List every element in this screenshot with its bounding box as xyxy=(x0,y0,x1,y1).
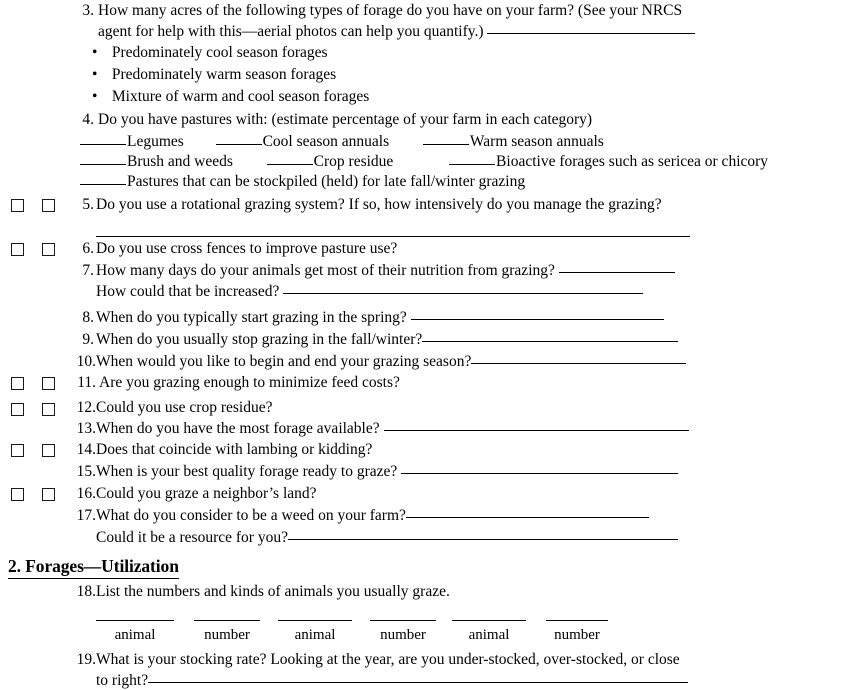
question-19-line2 xyxy=(96,672,688,690)
answer-line-7b[interactable] xyxy=(283,293,643,294)
question-18-text: List the numbers and kinds of animals you usually graze. xyxy=(96,583,450,600)
question-number-4: 4. xyxy=(82,111,94,128)
question-number-15: 15. xyxy=(76,463,96,480)
question-number-13: 13. xyxy=(76,420,96,437)
question-9-text xyxy=(96,331,678,349)
question-3-line2 xyxy=(98,23,695,41)
question-17-label: What do you consider to be a weed on your farm? xyxy=(96,507,406,524)
question-number-14: 14. xyxy=(76,441,96,458)
checkbox-q12-b[interactable] xyxy=(42,403,55,416)
checkbox-q5-b[interactable] xyxy=(42,199,55,212)
bullet-icon: • xyxy=(92,44,98,61)
question-11-text: Are you grazing enough to minimize feed costs? xyxy=(99,374,400,391)
bullet-item-2 xyxy=(92,66,336,84)
answer-line-10[interactable] xyxy=(471,363,686,364)
answer-line-19[interactable] xyxy=(148,682,688,683)
bullet-item-1 xyxy=(92,44,328,62)
question-7-text xyxy=(96,262,675,280)
question-number-5: 5. xyxy=(82,196,94,213)
number-blank-2[interactable] xyxy=(370,620,436,621)
answer-line-8[interactable] xyxy=(411,319,664,320)
question-3-line2-text: agent for help with this—aerial photos can help you quantify.) xyxy=(98,23,484,40)
question-8-label: When do you typically start grazing in the spring? xyxy=(96,309,407,326)
question-4-blanks-row2 xyxy=(80,153,768,171)
question-number-16: 16. xyxy=(76,485,96,502)
blank-legumes[interactable] xyxy=(80,144,126,145)
question-9-label: When do you usually stop grazing in the fall/winter? xyxy=(96,331,423,348)
question-6-text: Do you use cross fences to improve pasture use? xyxy=(96,240,398,257)
bullet-icon: • xyxy=(92,66,98,83)
question-17-text2 xyxy=(96,529,678,547)
label-crop-residue: Crop residue xyxy=(313,153,394,170)
checkbox-q14-b[interactable] xyxy=(42,444,55,457)
checkbox-q14-a[interactable] xyxy=(11,444,24,457)
question-number-10: 10. xyxy=(76,353,96,370)
answer-line-3[interactable] xyxy=(487,33,695,34)
question-7-text2 xyxy=(96,283,643,301)
question-3-line1: How many acres of the following types of forage do you have on your farm? (See your NRCS xyxy=(98,2,683,19)
blank-bioactive-forages[interactable] xyxy=(449,164,495,165)
question-number-11: 11. xyxy=(77,374,96,391)
question-7-label2: How could that be increased? xyxy=(96,283,280,300)
question-13-text xyxy=(96,420,689,438)
blank-stockpiled-pastures[interactable] xyxy=(80,184,126,185)
answer-line-13[interactable] xyxy=(384,430,689,431)
question-number-18: 18. xyxy=(76,583,96,600)
checkbox-q16-a[interactable] xyxy=(11,488,24,501)
question-7-label: How many days do your animals get most of their nutrition from grazing? xyxy=(96,262,555,279)
answer-line-5[interactable] xyxy=(96,236,690,237)
checkbox-q6-a[interactable] xyxy=(11,243,24,256)
question-10-text xyxy=(96,353,686,371)
bullet-icon: • xyxy=(92,88,98,105)
answer-line-17[interactable] xyxy=(406,517,649,518)
blank-brush-and-weeds[interactable] xyxy=(80,164,126,165)
bullet-1-label: Predominately cool season forages xyxy=(111,44,328,61)
answer-line-17b[interactable] xyxy=(288,539,678,540)
table-label-number-1: number xyxy=(204,627,250,643)
question-number-3: 3. xyxy=(82,2,94,19)
question-17-text xyxy=(96,507,649,525)
question-17-label2: Could it be a resource for you? xyxy=(96,529,288,546)
table-label-animal-1: animal xyxy=(114,627,156,643)
blank-cool-season-annuals[interactable] xyxy=(216,144,262,145)
label-cool-season-annuals: Cool season annuals xyxy=(262,133,390,150)
label-bioactive-forages: Bioactive forages such as sericea or chicory xyxy=(496,153,769,170)
checkbox-q12-a[interactable] xyxy=(11,403,24,416)
question-10-label: When would you like to begin and end your grazing season? xyxy=(96,353,472,370)
checkbox-q11-a[interactable] xyxy=(11,377,24,390)
label-legumes: Legumes xyxy=(127,133,184,150)
label-stockpiled-pastures: Pastures that can be stockpiled (held) for late fall/winter grazing xyxy=(127,173,526,190)
answer-line-15[interactable] xyxy=(401,473,678,474)
question-number-19: 19. xyxy=(76,651,96,668)
checkbox-q6-b[interactable] xyxy=(42,243,55,256)
blank-crop-residue[interactable] xyxy=(267,164,313,165)
question-4-blanks-row3 xyxy=(80,173,525,191)
question-number-12: 12. xyxy=(76,399,96,416)
number-blank-3[interactable] xyxy=(546,620,608,621)
section-heading: 2. Forages—Utilization xyxy=(8,556,179,579)
label-warm-season-annuals: Warm season annuals xyxy=(469,133,604,150)
table-label-animal-2: animal xyxy=(294,627,336,643)
animal-blank-3[interactable] xyxy=(452,620,526,621)
question-number-7: 7. xyxy=(82,262,94,279)
question-8-text xyxy=(96,309,664,327)
question-15-text xyxy=(96,463,678,481)
table-label-number-2: number xyxy=(380,627,426,643)
animal-blank-2[interactable] xyxy=(278,620,352,621)
bullet-2-label: Predominately warm season forages xyxy=(111,66,337,83)
table-label-number-3: number xyxy=(554,627,600,643)
answer-line-7[interactable] xyxy=(559,272,675,273)
answer-line-9[interactable] xyxy=(422,341,678,342)
question-4-blanks-row1 xyxy=(80,133,604,151)
question-5-text: Do you use a rotational grazing system? If so, how intensively do you manage the grazing? xyxy=(96,196,662,213)
blank-warm-season-annuals[interactable] xyxy=(423,144,469,145)
label-brush-and-weeds: Brush and weeds xyxy=(127,153,233,170)
checkbox-q5-a[interactable] xyxy=(11,199,24,212)
question-15-label: When is your best quality forage ready to graze? xyxy=(96,463,398,480)
question-number-17: 17. xyxy=(76,507,96,524)
question-4-line1: Do you have pastures with: (estimate percentage of your farm in each category) xyxy=(98,111,593,128)
checkbox-q16-b[interactable] xyxy=(42,488,55,501)
number-blank-1[interactable] xyxy=(194,620,260,621)
question-number-6: 6. xyxy=(82,240,94,257)
animal-blank-1[interactable] xyxy=(96,620,174,621)
question-14-text: Does that coincide with lambing or kidding? xyxy=(96,441,373,458)
question-number-8: 8. xyxy=(82,309,94,326)
table-label-animal-3: animal xyxy=(468,627,510,643)
question-19-line1: What is your stocking rate? Looking at the year, are you under-stocked, over-stocked, or close xyxy=(96,651,680,668)
question-12-text: Could you use crop residue? xyxy=(96,399,273,416)
bullet-3-label: Mixture of warm and cool season forages xyxy=(111,88,370,105)
question-19-label2: to right? xyxy=(96,672,149,689)
question-16-text: Could you graze a neighbor’s land? xyxy=(96,485,317,502)
question-number-9: 9. xyxy=(82,331,94,348)
checkbox-q11-b[interactable] xyxy=(42,377,55,390)
question-13-label: When do you have the most forage available? xyxy=(96,420,380,437)
bullet-item-3 xyxy=(92,88,369,106)
